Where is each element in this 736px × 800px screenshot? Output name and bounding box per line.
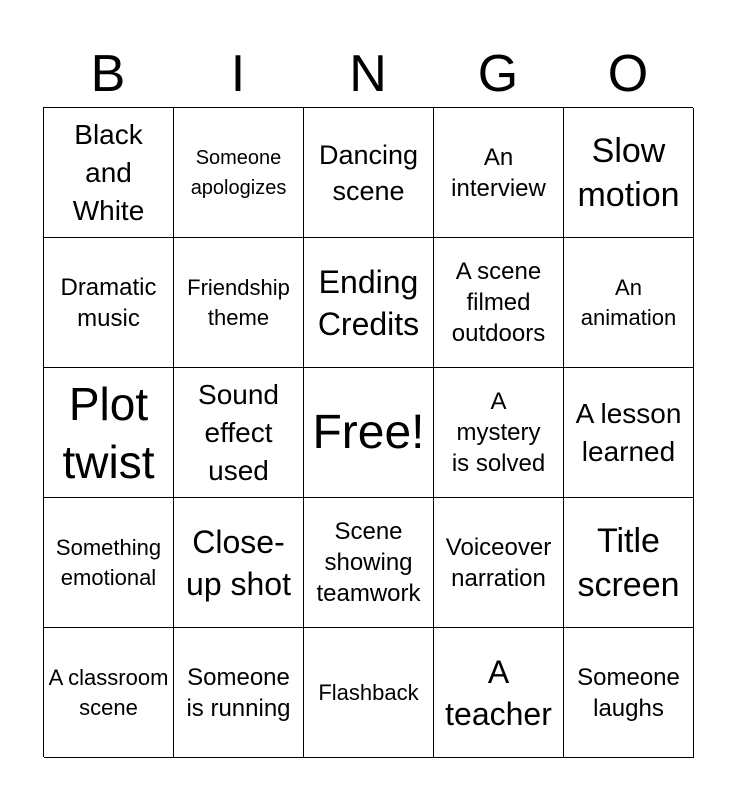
bingo-cell[interactable] [564, 238, 694, 368]
cell-label: Plot twist [62, 377, 155, 488]
cell-label: Dancing scene [318, 139, 419, 206]
free-space-cell[interactable] [304, 368, 434, 498]
bingo-cell[interactable] [304, 238, 434, 368]
bingo-cell[interactable] [304, 628, 434, 758]
cell-label: Scene showing teamwork [316, 518, 421, 607]
bingo-header [43, 40, 693, 108]
bingo-cell[interactable] [174, 368, 304, 498]
header-letter-g: G [477, 45, 519, 103]
bingo-cell[interactable] [564, 628, 694, 758]
cell-label: Sound effect used [198, 378, 279, 486]
header-letter-i: I [230, 45, 246, 103]
cell-label: A classroom scene [48, 664, 169, 720]
cell-label: A scene filmed outdoors [451, 258, 546, 347]
cell-label: Slow motion [577, 131, 680, 214]
bingo-cell[interactable] [434, 498, 564, 628]
header-letter-o: O [607, 45, 649, 103]
cell-label: A lesson learned [575, 397, 682, 467]
bingo-cell[interactable] [434, 628, 564, 758]
cell-label: Someone is running [186, 663, 291, 722]
bingo-cell[interactable] [44, 628, 174, 758]
cell-label: An animation [580, 274, 677, 330]
cell-label: Someone apologizes [190, 146, 287, 199]
bingo-board [43, 107, 693, 757]
bingo-cell[interactable] [304, 108, 434, 238]
cell-label: An interview [451, 143, 546, 202]
bingo-cell[interactable] [564, 498, 694, 628]
cell-label: A mystery is solved [451, 388, 546, 477]
header-letter-n: N [349, 45, 387, 103]
cell-label: Something emotional [55, 534, 162, 590]
bingo-cell[interactable] [304, 498, 434, 628]
bingo-cell[interactable] [174, 238, 304, 368]
cell-label: Friendship theme [187, 274, 290, 330]
bingo-cell[interactable] [44, 498, 174, 628]
cell-label: Ending Credits [317, 263, 420, 342]
bingo-cell[interactable] [564, 368, 694, 498]
cell-label: Voiceover narration [445, 533, 552, 592]
bingo-cell[interactable] [564, 108, 694, 238]
bingo-cell[interactable] [44, 238, 174, 368]
bingo-cell[interactable] [44, 108, 174, 238]
cell-label: Someone laughs [577, 663, 680, 722]
bingo-cell[interactable] [44, 368, 174, 498]
free-space-label: Free! [312, 405, 425, 459]
cell-label: A teacher [445, 653, 552, 732]
cell-label: Flashback [318, 679, 419, 705]
bingo-cell[interactable] [174, 498, 304, 628]
cell-label: Dramatic music [60, 273, 157, 332]
bingo-cell[interactable] [434, 368, 564, 498]
cell-label: Black and White [72, 118, 145, 226]
header-letter-b: B [90, 45, 126, 103]
bingo-cell[interactable] [174, 108, 304, 238]
bingo-cell[interactable] [434, 108, 564, 238]
bingo-cell[interactable] [434, 238, 564, 368]
bingo-cell[interactable] [174, 628, 304, 758]
cell-label: Close-up shot [186, 523, 291, 602]
cell-label: Title screen [577, 521, 680, 604]
